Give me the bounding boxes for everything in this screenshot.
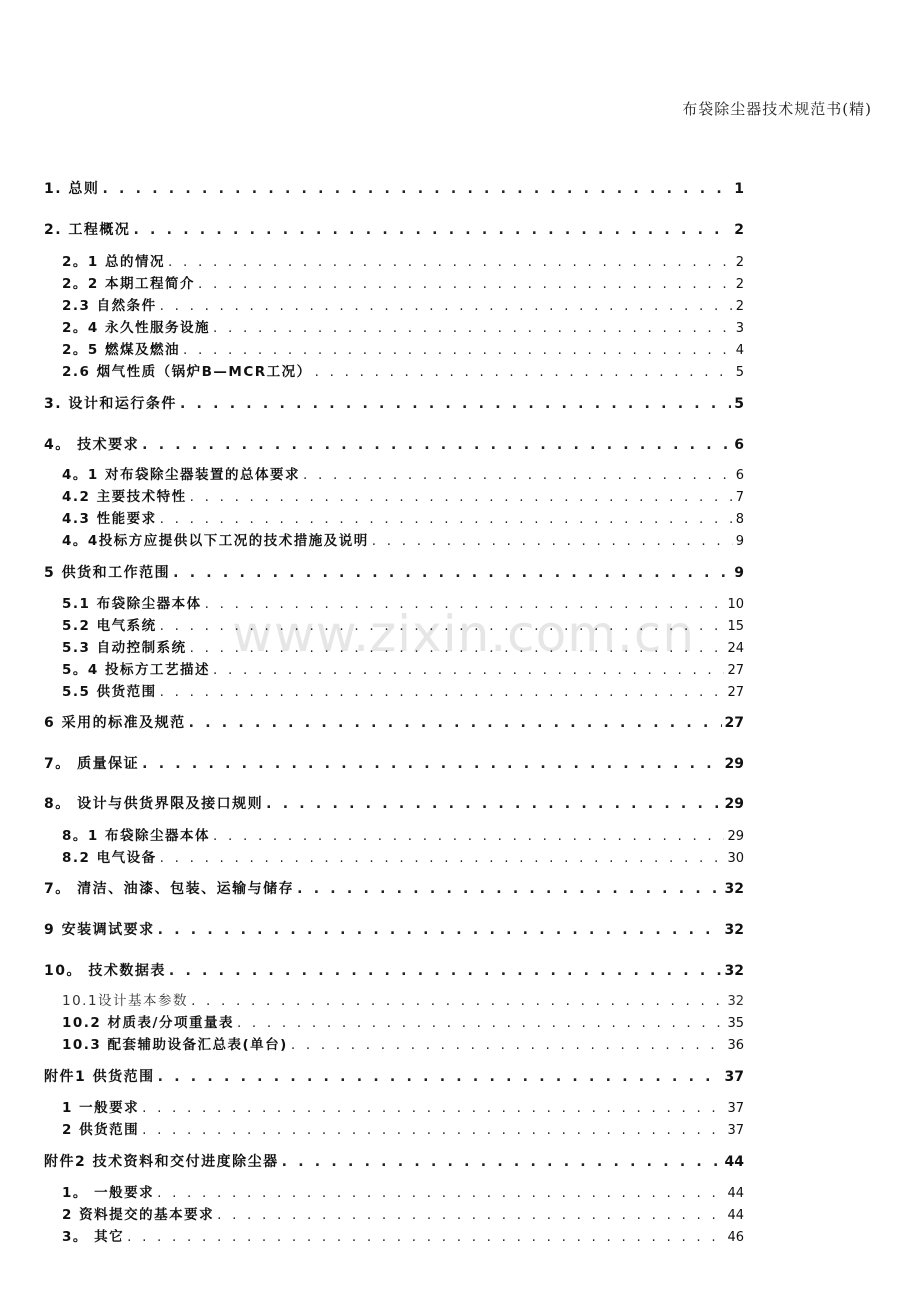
toc-entry-page: 6 [734, 437, 744, 453]
toc-entry[interactable] [44, 921, 744, 939]
toc-dot-leader [142, 1099, 724, 1117]
toc-dot-leader [372, 532, 733, 550]
toc-entry[interactable] [62, 363, 744, 382]
toc-entry[interactable] [62, 1099, 744, 1118]
toc-dot-leader [142, 436, 731, 454]
toc-entry[interactable] [62, 1184, 744, 1203]
toc-entry[interactable] [44, 714, 744, 732]
toc-dot-leader [160, 849, 725, 867]
toc-entry-page: 5 [734, 396, 744, 412]
toc-entry-page: 27 [727, 663, 744, 678]
toc-entry-title: 附件1 供货范围 [44, 1069, 155, 1085]
toc-entry-title: 4。1 对布袋除尘器装置的总体要求 [62, 467, 300, 483]
toc-entry-page: 46 [727, 1230, 744, 1245]
toc-dot-leader [127, 1228, 724, 1246]
toc-entry[interactable] [62, 1014, 744, 1033]
toc-dot-leader [133, 221, 731, 239]
toc-entry-page: 4 [735, 343, 744, 358]
toc-entry-title: 6 采用的标准及规范 [44, 715, 186, 731]
toc-entry-title: 5.3 自动控制系统 [62, 640, 187, 656]
toc-dot-leader [142, 755, 721, 773]
toc-entry[interactable] [62, 488, 744, 507]
toc-entry-title: 4。4投标方应提供以下工况的技术措施及说明 [62, 533, 369, 549]
toc-dot-leader [315, 363, 733, 381]
toc-entry-title: 2。2 本期工程简介 [62, 276, 195, 292]
toc-entry-page: 2 [734, 222, 744, 238]
toc-entry[interactable] [62, 341, 744, 360]
toc-entry[interactable] [62, 661, 744, 680]
toc-dot-leader [142, 1121, 724, 1139]
toc-entry-page: 44 [724, 1154, 744, 1170]
toc-entry-title: 8。1 布袋除尘器本体 [62, 828, 210, 844]
toc-entry-title: 2。5 燃煤及燃油 [62, 342, 180, 358]
toc-entry[interactable] [44, 795, 744, 813]
toc-entry[interactable] [62, 319, 744, 338]
toc-entry[interactable] [62, 466, 744, 485]
toc-dot-leader [190, 488, 733, 506]
toc-dot-leader [160, 297, 733, 315]
toc-entry[interactable] [44, 221, 744, 239]
toc-dot-leader [158, 921, 722, 939]
toc-entry-page: 44 [727, 1186, 744, 1201]
toc-entry-title: 5。4 投标方工艺描述 [62, 662, 210, 678]
toc-entry[interactable] [62, 297, 744, 316]
toc-entry[interactable] [44, 395, 744, 413]
toc-entry-page: 27 [727, 685, 744, 700]
toc-dot-leader [180, 395, 731, 413]
toc-entry-page: 3 [735, 321, 744, 336]
toc-entry[interactable] [62, 275, 744, 294]
toc-dot-leader [157, 1184, 724, 1202]
toc-entry[interactable] [44, 755, 744, 773]
toc-dot-leader [213, 319, 733, 337]
toc-entry-page: 30 [727, 851, 744, 866]
toc-entry-title: 2 资料提交的基本要求 [62, 1207, 215, 1223]
toc-entry-title: 10.2 材质表/分项重量表 [62, 1015, 234, 1031]
toc-entry-title: 8。 设计与供货界限及接口规则 [44, 796, 264, 812]
toc-dot-leader [158, 1068, 722, 1086]
toc-dot-leader [183, 341, 733, 359]
toc-dot-leader [217, 1206, 724, 1224]
toc-entry[interactable] [62, 617, 744, 636]
toc-dot-leader [190, 639, 725, 657]
toc-entry-page: 32 [724, 963, 744, 979]
toc-dot-leader [213, 661, 724, 679]
toc-entry-title: 10.3 配套辅助设备汇总表(单台) [62, 1037, 288, 1053]
toc-dot-leader [237, 1014, 725, 1032]
toc-dot-leader [303, 466, 733, 484]
toc-entry-title: 7。 清洁、油漆、包装、运输与储存 [44, 881, 295, 897]
toc-entry-title: 1 一般要求 [62, 1100, 140, 1116]
toc-entry-title: 9 安装调试要求 [44, 922, 155, 938]
watermark: www.zixin.com.cn [232, 605, 696, 663]
toc-entry-page: 9 [734, 565, 744, 581]
toc-entry[interactable] [44, 436, 744, 454]
toc-entry-page: 8 [735, 512, 744, 527]
toc-entry-title: 3。 其它 [62, 1229, 125, 1245]
toc-entry[interactable] [62, 683, 744, 702]
toc-entry-page: 9 [735, 534, 744, 549]
toc-entry-page: 7 [735, 490, 744, 505]
toc-entry-title: 3. 设计和运行条件 [44, 396, 177, 412]
toc-entry-page: 32 [727, 994, 744, 1009]
toc-entry-title: 2. 工程概况 [44, 222, 131, 238]
toc-dot-leader [168, 253, 733, 271]
toc-entry[interactable] [62, 992, 744, 1011]
toc-dot-leader [297, 880, 721, 898]
toc-entry[interactable] [62, 849, 744, 868]
toc-dot-leader [173, 564, 731, 582]
toc-entry[interactable] [44, 180, 744, 198]
toc-entry-page: 10 [727, 597, 744, 612]
toc-entry-title: 5 供货和工作范围 [44, 565, 171, 581]
toc-entry-title: 2。4 永久性服务设施 [62, 320, 210, 336]
toc-entry-page: 37 [727, 1123, 744, 1138]
toc-dot-leader [160, 510, 733, 528]
toc-dot-leader [198, 275, 733, 293]
toc-dot-leader [102, 180, 731, 198]
toc-entry-title: 10.1设计基本参数 [62, 993, 189, 1009]
toc-entry-page: 1 [734, 181, 744, 197]
toc-dot-leader [169, 962, 722, 980]
toc-dot-leader [291, 1036, 725, 1054]
toc-entry[interactable] [62, 532, 744, 551]
toc-entry-page: 6 [735, 468, 744, 483]
toc-entry-title: 4。 技术要求 [44, 437, 140, 453]
toc-dot-leader [213, 827, 724, 845]
toc-entry-page: 5 [735, 365, 744, 380]
toc-entry-title: 1. 总则 [44, 181, 100, 197]
toc-entry[interactable] [44, 564, 744, 582]
page-header-title: 布袋除尘器技术规范书(精) [682, 100, 872, 118]
toc-entry-page: 29 [724, 796, 744, 812]
toc-entry[interactable] [62, 1228, 744, 1247]
toc-entry-page: 32 [724, 881, 744, 897]
toc-entry-title: 10。 技术数据表 [44, 963, 166, 979]
toc-entry[interactable] [62, 595, 744, 614]
toc-entry[interactable] [62, 253, 744, 272]
toc-entry-title: 2 供货范围 [62, 1122, 140, 1138]
toc-entry-title: 1。 一般要求 [62, 1185, 155, 1201]
toc-entry-page: 37 [727, 1101, 744, 1116]
toc-dot-leader [189, 714, 722, 732]
toc-entry-title: 2.3 自然条件 [62, 298, 157, 314]
toc-entry-title: 2。1 总的情况 [62, 254, 165, 270]
toc-entry-page: 24 [727, 641, 744, 656]
toc-entry-title: 7。 质量保证 [44, 756, 140, 772]
toc-entry-page: 27 [724, 715, 744, 731]
toc-entry-page: 35 [727, 1016, 744, 1031]
toc-entry-title: 4.3 性能要求 [62, 511, 157, 527]
toc-entry[interactable] [62, 510, 744, 529]
toc-dot-leader [205, 595, 725, 613]
toc-entry-title: 附件2 技术资料和交付进度除尘器 [44, 1154, 279, 1170]
toc-entry-page: 37 [724, 1069, 744, 1085]
toc-entry-title: 8.2 电气设备 [62, 850, 157, 866]
toc-entry[interactable] [62, 1206, 744, 1225]
toc-entry-page: 2 [735, 255, 744, 270]
toc-entry-page: 29 [727, 829, 744, 844]
toc-entry[interactable] [62, 1121, 744, 1140]
toc-entry-page: 29 [724, 756, 744, 772]
toc-entry-title: 5.5 供货范围 [62, 684, 157, 700]
toc-entry-page: 2 [735, 277, 744, 292]
toc-entry-page: 15 [727, 619, 744, 634]
toc-dot-leader [160, 683, 725, 701]
toc-entry[interactable] [44, 880, 744, 898]
toc-entry[interactable] [62, 827, 744, 846]
toc-entry[interactable] [62, 1036, 744, 1055]
toc-entry[interactable] [62, 639, 744, 658]
toc-entry-title: 2.6 烟气性质（锅炉B—MCR工况） [62, 364, 312, 380]
toc-entry-title: 5.2 电气系统 [62, 618, 157, 634]
toc-dot-leader [191, 992, 724, 1010]
toc-entry-page: 32 [724, 922, 744, 938]
toc-dot-leader [160, 617, 725, 635]
toc-dot-leader [282, 1153, 722, 1171]
toc-entry-title: 4.2 主要技术特性 [62, 489, 187, 505]
toc-entry-page: 36 [727, 1038, 744, 1053]
toc-entry[interactable] [44, 1068, 744, 1086]
toc-entry-title: 5.1 布袋除尘器本体 [62, 596, 202, 612]
toc-entry[interactable] [44, 1153, 744, 1171]
toc-entry[interactable] [44, 962, 744, 980]
toc-entry-page: 2 [735, 299, 744, 314]
toc-entry-page: 44 [727, 1208, 744, 1223]
toc-dot-leader [266, 795, 721, 813]
